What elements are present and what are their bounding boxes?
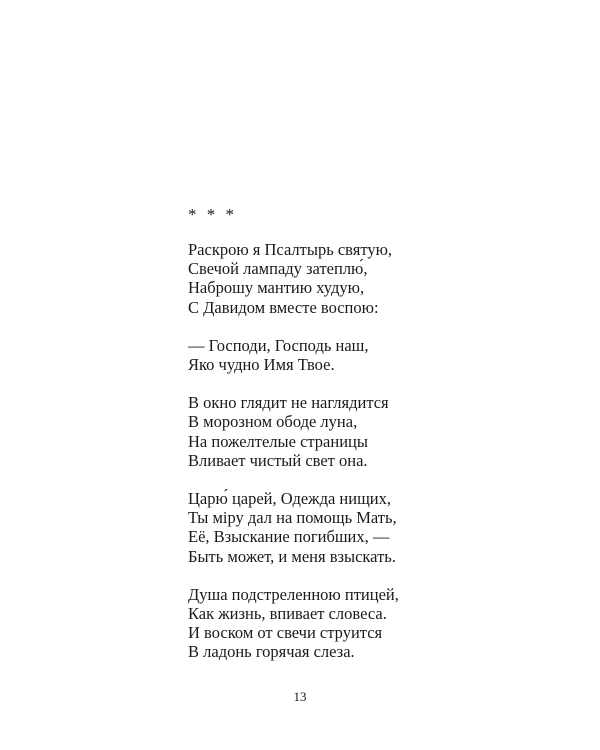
- section-ornament: * * *: [188, 205, 237, 224]
- poem-line: Как жизнь, впивает словеса.: [188, 604, 387, 624]
- stanza-5: [188, 585, 568, 662]
- poem-line: Ты мiру дал на помощь Мать,: [188, 508, 397, 528]
- poem-line: Наброшу мантию худую,: [188, 278, 365, 298]
- poem-line: В ладонь горячая слеза.: [188, 642, 355, 662]
- page-number: 13: [293, 689, 307, 704]
- stanza-4: [188, 489, 568, 566]
- stanza-3: [188, 393, 568, 470]
- poem-line: Вливает чистый свет она.: [188, 450, 368, 470]
- poem-line: Её, Взыскание погибших, —: [188, 527, 390, 547]
- poem-line: — Господи, Господь наш,: [188, 335, 369, 355]
- poem-line: Царю́ царей, Одежда нищих,: [188, 489, 391, 509]
- poem-line: В морозном ободе луна,: [188, 412, 358, 432]
- poem-line: Раскрою я Псалтырь святую,: [188, 240, 393, 259]
- stanza-1: [188, 240, 568, 317]
- poem-line: Свечой лампаду затеплю́,: [188, 259, 368, 279]
- poem-line: Быть может, и меня взыскать.: [188, 546, 396, 566]
- poem-line: С Давидом вместе воспою:: [188, 297, 379, 317]
- poem-line: Душа подстреленною птицей,: [188, 584, 399, 604]
- poem-line: И воском от свечи струится: [188, 623, 383, 643]
- poem: [188, 240, 568, 681]
- poem-line: На пожелтелые страницы: [188, 431, 368, 451]
- poem-line: Яко чудно Имя Твое.: [188, 355, 335, 375]
- stanza-2: [188, 336, 568, 374]
- poem-line: В окно глядит не наглядится: [188, 393, 389, 413]
